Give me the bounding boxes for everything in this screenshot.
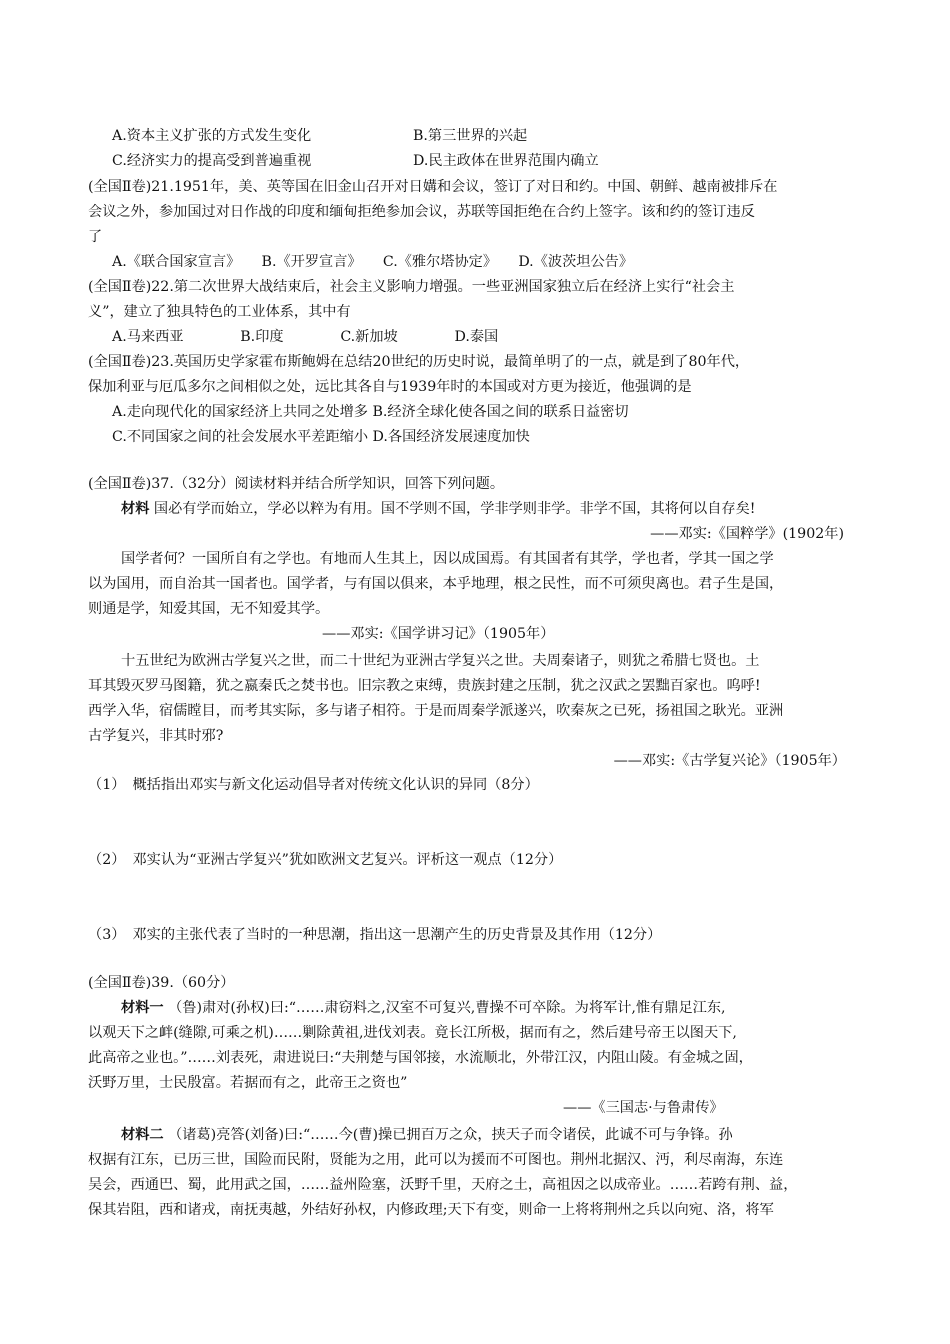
q20-option-b: B.第三世界的兴起: [413, 128, 528, 144]
q39-material-1-label: 材料一: [121, 1000, 164, 1016]
q23-stem-line-2: 保加利亚与厄瓜多尔之间相似之处，远比其各自与1939年时的本国或对方更为接近，他强调的是: [88, 379, 692, 395]
q37-paragraph-2-line-1: 国学者何？一国所自有之学也。有地而人生其上，因以成国焉。有其国者有其学，学也者，学其一国之学: [121, 551, 774, 567]
q20-option-d: D.民主政体在世界范围内确立: [413, 153, 599, 169]
q21-stem-line-3: 了: [88, 229, 103, 245]
q37-source-3: ——邓实:《古学复兴论》（1905年）: [613, 753, 846, 769]
q39-material-2-label: 材料二: [121, 1127, 164, 1143]
q37-subquestion-3: （3） 邓实的主张代表了当时的一种思潮，指出这一思潮产生的历史背景及其作用（12分）: [88, 927, 662, 943]
q39-material-1-source: ——《三国志·与鲁肃传》: [563, 1100, 724, 1116]
q37-paragraph-2-line-3: 则通是学，知爱其国，无不知爱其学。: [88, 601, 330, 617]
q39-material-2-text-1: （诸葛)亮答(刘备)曰:“……今(曹)操已拥百万之众，挟天子而令诸侯，此诚不可与争锋。孙: [168, 1127, 733, 1143]
q39-material-2-line-3: 吴会，西通巴、蜀，此用武之国，……益州险塞，沃野千里，天府之土，高祖因之以成帝业。……若跨有荆、益，: [88, 1177, 798, 1193]
q20-option-c: C.经济实力的提高受到普遍重视: [112, 153, 312, 169]
q37-paragraph-3-line-2: 耳其毁灭罗马图籍，犹之嬴秦氏之焚书也。旧宗教之束缚，贵族封建之压制，犹之汉武之罢黜百家也。呜呼!: [88, 678, 761, 694]
q37-header: (全国Ⅱ卷)37.（32分）阅读材料并结合所学知识，回答下列问题。: [88, 476, 505, 492]
q23-options-ab: A.走向现代化的国家经济上共同之处增多 B.经济全球化使各国之间的联系日益密切: [112, 404, 629, 420]
q37-paragraph-3-line-1: 十五世纪为欧洲古学复兴之世，而二十世纪为亚洲古学复兴之世。夫周秦诸子，则犹之希腊七贤也。土: [121, 653, 760, 669]
q39-material-1-text-1: （鲁)肃对(孙权)曰:“……肃窃料之,汉室不可复兴,曹操不可卒除。为将军计,惟有鼎足江东,: [168, 1000, 726, 1016]
q37-material-paragraph-1: [121, 499, 756, 519]
q39-material-1-line-2: 以观天下之衅(缝隙,可乘之机)……剿除黄祖,进伐刘表。竟长江所极，据而有之，然后建号帝王以图天下,: [88, 1025, 737, 1041]
q22-options: A.马来西亚 B.印度 C.新加坡 D.泰国: [112, 329, 499, 345]
q37-source-1: ——邓实:《国粹学》(1902年): [650, 526, 844, 542]
q39-material-2-line-4: 保其岩阻，西和诸戎，南抚夷越，外结好孙权，内修政理;天下有变，则命一上将将荆州之兵以向宛、洛，将军: [88, 1202, 774, 1218]
q39-material-1-line-1: [121, 998, 726, 1018]
q20-option-a: A.资本主义扩张的方式发生变化: [112, 128, 312, 144]
q21-stem-line-2: 会议之外，参加国过对日作战的印度和缅甸拒绝参加会议，苏联等国拒绝在合约上签字。该和约的签订违反: [88, 204, 755, 220]
q37-paragraph-3-line-3: 西学入华，宿儒瞠目，而考其实际，多与诸子相符。于是而周秦学派遂兴，吹秦灰之已死，扬祖国之耿光。亚洲: [88, 703, 784, 719]
q39-material-2-line-1: [121, 1125, 733, 1145]
q22-stem-line-2: 义”，建立了独具特色的工业体系，其中有: [88, 304, 351, 320]
q39-material-2-line-2: 权据有江东，已历三世，国险而民附，贤能为之用，此可以为援而不可图也。荆州北据汉、沔，利尽南海，东连: [88, 1152, 784, 1168]
q37-material-label: 材料: [121, 501, 150, 517]
q37-material-text-1: 国必有学而始立，学必以粹为有用。国不学则不国，学非学则非学。非学不国，其将何以自存矣!: [153, 501, 756, 517]
q37-paragraph-2-line-2: 以为国用，而自治其一国者也。国学者，与有国以俱来，本乎地理，根之民性，而不可须臾离也。君子生是国，: [88, 576, 784, 592]
q37-subquestion-2: （2） 邓实认为“亚洲古学复兴”犹如欧洲文艺复兴。评析这一观点（12分）: [88, 852, 563, 868]
q37-subquestion-1: （1） 概括指出邓实与新文化运动倡导者对传统文化认识的异同（8分）: [88, 777, 539, 793]
q23-options-cd: C.不同国家之间的社会发展水平差距缩小 D.各国经济发展速度加快: [112, 429, 530, 445]
q39-material-1-line-4: 沃野万里，士民殷富。若据而有之，此帝王之资也”: [88, 1075, 408, 1091]
q37-paragraph-3-line-4: 古学复兴，非其时邪?: [88, 728, 224, 744]
q39-material-1-line-3: 此高帝之业也。”……刘表死，肃进说曰:“夫荆楚与国邻接，水流顺北，外带江汉，内阻山陵。有金城之固，: [88, 1050, 753, 1066]
q37-source-2: ——邓实:《国学讲习记》（1905年）: [322, 626, 555, 642]
q22-stem-line-1: (全国Ⅱ卷)22.第二次世界大战结束后，社会主义影响力增强。一些亚洲国家独立后在经济上实行“社会主: [88, 279, 735, 295]
q21-stem-line-1: (全国Ⅱ卷)21.1951年，美、英等国在旧金山召开对日媾和会议，签订了对日和约。中国、朝鲜、越南被排斥在: [88, 179, 778, 195]
q39-header: (全国Ⅱ卷)39.（60分）: [88, 975, 235, 991]
q23-stem-line-1: (全国Ⅱ卷)23.英国历史学家霍布斯鲍姆在总结20世纪的历史时说，最简单明了的一点，就是到了80年代，: [88, 354, 750, 370]
q21-options: A.《联合国家宣言》 B.《开罗宣言》 C.《雅尔塔协定》 D.《波茨坦公告》: [112, 254, 634, 270]
